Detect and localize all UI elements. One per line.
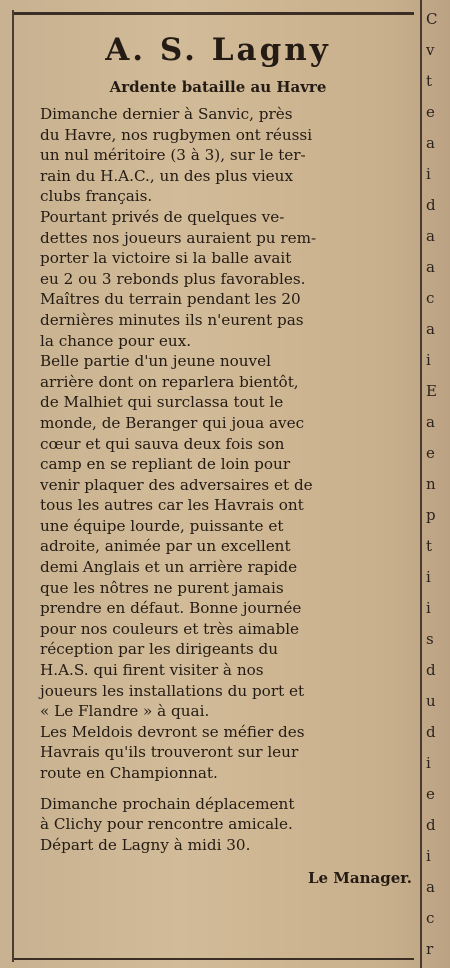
fragment-letter: d [426,723,436,741]
fragment-letter: e [426,785,435,803]
fragment-letter: a [426,134,435,152]
fragment-letter: i [426,754,431,772]
fragment-letter: i [426,165,431,183]
fragment-letter: i [426,847,431,865]
text-line: H.A.S. qui firent visiter à nos [40,661,264,680]
text-line: tous les autres car les Havrais ont [40,496,304,515]
text-line: demi Anglais et un arrière rapide [40,558,298,577]
fragment-letter: d [426,816,436,834]
paragraph [18,104,418,207]
text-line: Belle partie d'un jeune nouvel [40,352,271,371]
fragment-letter: i [426,568,431,586]
text-line: rain du H.A.C., un des plus vieux [40,166,294,185]
text-line: monde, de Beranger qui joua avec [40,413,305,432]
paragraph [18,351,418,722]
fragment-letter: a [426,320,435,338]
fragment-letter: n [426,475,436,493]
text-line: adroite, animée par un excellent [40,537,291,556]
article [18,18,418,887]
adjacent-column-fragments [426,4,450,965]
text-line: Maîtres du terrain pendant les 20 [40,290,301,309]
fragment-letter: t [426,537,433,555]
fragment-letter: a [426,227,435,245]
fragment-letter: a [426,413,435,431]
fragment-letter: d [426,661,436,679]
right-column-rule [420,0,422,968]
text-line: que les nôtres ne purent jamais [40,578,284,597]
text-line: de Malhiet qui surclassa tout le [40,393,284,412]
text-line: Dimanche prochain déplacement [40,794,295,813]
text-line: dettes nos joueurs auraient pu rem- [40,228,317,247]
fragment-letter: E [426,382,437,400]
text-line: prendre en défaut. Bonne journée [40,599,302,618]
text-line: Pourtant privés de quelques ve- [40,207,285,226]
text-line: du Havre, nos rugbymen ont réussi [40,125,313,144]
text-line: venir plaquer des adversaires et de [40,475,313,494]
fragment-letter: c [426,289,435,307]
text-line: réception par les dirigeants du [40,640,278,659]
article-body [18,104,418,855]
fragment-letter: i [426,351,431,369]
text-line: dernières minutes ils n'eurent pas [40,310,304,329]
text-line: la chance pour eux. [40,331,192,350]
signature: Le Manager. [307,869,412,888]
text-line: Départ de Lagny à midi 30. [40,835,251,854]
text-line: un nul méritoire (3 à 3), sur le ter- [40,146,306,165]
text-line: camp en se repliant de loin pour [40,455,291,474]
text-line: à Clichy pour rencontre amicale. [40,815,293,834]
text-line: une équipe lourde, puissante et [40,516,284,535]
text-line: porter la victoire si la balle avait [40,249,292,268]
paragraph [18,722,418,784]
fragment-letter: t [426,72,433,90]
paragraph [18,207,418,351]
fragment-letter: a [426,878,435,896]
fragment-letter: p [426,506,436,524]
text-line: Dimanche dernier à Sanvic, près [40,105,293,123]
text-line: joueurs les installations du port et [40,681,305,700]
fragment-letter: a [426,258,435,276]
subheadline: Ardente bataille au Havre [109,78,327,96]
paragraph [18,794,418,856]
bottom-rule [14,958,414,960]
headline: A. S. Lagny [105,32,331,68]
text-line: Havrais qu'ils trouveront sur leur [40,743,299,762]
fragment-letter: i [426,599,431,617]
text-line: « Le Flandre » à quai. [40,702,210,721]
fragment-letter: d [426,196,436,214]
fragment-letter: c [426,909,435,927]
fragment-letter: v [426,41,435,59]
text-line: Les Meldois devront se méfier des [40,722,305,741]
text-line: pour nos couleurs et très aimable [40,619,300,638]
top-rule [14,12,414,15]
text-line: route en Championnat. [40,764,218,782]
left-column-rule [12,10,14,962]
fragment-letter: e [426,444,435,462]
text-line: arrière dont on reparlera bientôt, [40,372,299,391]
text-line: eu 2 ou 3 rebonds plus favorables. [40,269,306,288]
fragment-letter: s [426,630,434,648]
fragment-letter: C [426,10,438,28]
fragment-letter: u [426,692,436,710]
text-line: clubs français. [40,187,153,206]
text-line: cœur et qui sauva deux fois son [40,434,285,453]
fragment-letter: e [426,103,435,121]
fragment-letter: r [426,940,434,958]
